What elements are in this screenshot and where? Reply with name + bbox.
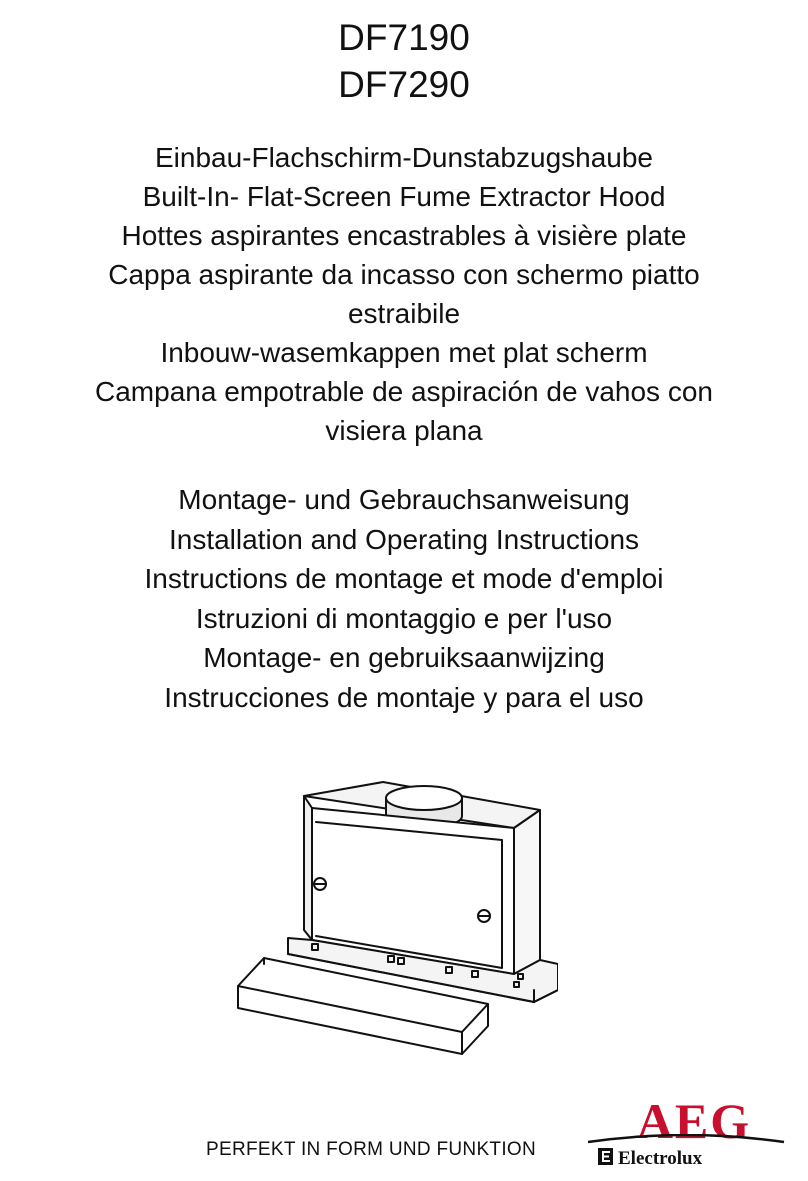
manual-titles (0, 480, 808, 717)
model-number: DF7190 (338, 17, 470, 58)
manual-title-nl: Montage- en gebruiksaanwijzing (203, 642, 605, 673)
manual-title-de: Montage- und Gebrauchsanweisung (178, 484, 630, 515)
model-numbers (0, 14, 808, 108)
manual-title-fr: Instructions de montage et mode d'emploi (144, 563, 664, 594)
product-titles (0, 138, 808, 450)
product-title-fr: Hottes aspirantes encastrables à visière plate (121, 220, 687, 251)
electrolux-logo (586, 1134, 786, 1170)
product-title-it: Cappa aspirante da incasso con schermo piatto (108, 259, 700, 290)
electrolux-icon (598, 1148, 613, 1165)
manual-title-es: Instrucciones de montaje y para el uso (164, 681, 644, 713)
product-title-es: Campana empotrable de aspiración de vahos con (95, 376, 713, 407)
hood-illustration (228, 768, 558, 1058)
manual-title-en: Installation and Operating Instructions (168, 523, 640, 555)
manual-title-it: Istruzioni di montaggio e per l'uso (195, 602, 613, 634)
product-title-it-cont: estraibile (347, 298, 461, 329)
product-title-nl: Inbouw-wasemkappen met plat scherm (160, 337, 648, 368)
brand-tagline: PERFEKT IN FORM UND FUNKTION (206, 1139, 536, 1160)
product-title-es-cont: visiera plana (325, 415, 483, 446)
svg-text:AEG: AEG (636, 1097, 752, 1145)
svg-text:Electrolux: Electrolux (618, 1148, 703, 1169)
product-title-de: Einbau-Flachschirm-Dunstabzugshaube (154, 142, 654, 173)
model-number: DF7290 (338, 64, 470, 105)
product-title-en: Built-In- Flat-Screen Fume Extractor Hood (142, 181, 666, 212)
